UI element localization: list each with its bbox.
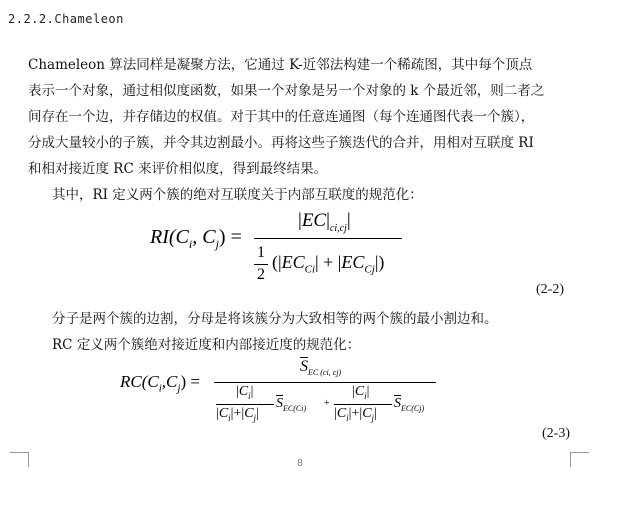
paragraph-line: Chameleon 算法同样是凝聚方法，它通过 K-近邻法构建一个稀疏图，其中每个顶点: [28, 57, 533, 73]
plus-sign: +: [324, 398, 330, 409]
fraction-bar: [254, 238, 402, 239]
term2-s: $\overline{S}_{EC(Cj)}$: [394, 396, 425, 413]
equation-denominator: $(|EC_{Ci}| + |EC_{Cj}|)$: [272, 252, 385, 276]
equation-ri: [150, 206, 450, 296]
term1-s: $\overline{S}_{EC(Ci)}$: [276, 396, 307, 413]
equation-lhs: $RI(C_i$, $C_j$) =: [150, 226, 242, 251]
equation-lhs: $RC(C_i,C_j)$ =: [120, 372, 200, 395]
term2-bar: [334, 404, 392, 405]
term1-denominator: $|C_i|+|C_j|$: [216, 406, 259, 423]
paragraph-line: 和相对接近度 RC 来评价相似度，得到最终结果。: [28, 161, 328, 177]
equation-rc: [120, 358, 450, 438]
term1-numerator: $|C_i|$: [236, 384, 254, 401]
section-heading: 2.2.2.Chameleon: [8, 12, 124, 26]
half-denominator: 2: [257, 266, 265, 283]
equation-numerator: $\overline{S}_{EC (ci, cj)}$: [300, 358, 342, 378]
equation-number: (2-3): [542, 426, 570, 441]
fraction-bar: [214, 382, 436, 383]
paragraph-line: 分成大量较小的子簇，并令其边割最小。再将这些子簇迭代的合并，用相对互联度 RI: [28, 135, 534, 151]
paragraph-line: 其中，RI 定义两个簇的绝对互联度关于内部互联度的规范化：: [52, 187, 423, 203]
paragraph-line: 分子是两个簇的边割，分母是将该簇分为大致相等的两个簇的最小割边和。: [52, 311, 498, 327]
page-number: 8: [297, 458, 303, 469]
term1-bar: [216, 404, 274, 405]
term2-denominator: $|C_i|+|C_j|$: [334, 406, 377, 423]
equation-number: (2-2): [536, 282, 564, 297]
paragraph-line: 表示一个对象，通过相似度函数，如果一个对象是另一个对象的 k 个最近邻，则二者之: [28, 83, 545, 99]
paragraph-line: RC 定义两个簇绝对接近度和内部接近度的规范化：: [52, 337, 361, 353]
term2-numerator: $|C_i|$: [352, 384, 370, 401]
paragraph-line: 间存在一个边，并存储边的权值。对于其中的任意连通图（每个连通图代表一个簇），: [28, 109, 535, 125]
equation-numerator: $|EC|_{ci,cj}|$: [298, 210, 351, 234]
half-bar: [254, 264, 268, 265]
half-numerator: 1: [257, 244, 265, 261]
